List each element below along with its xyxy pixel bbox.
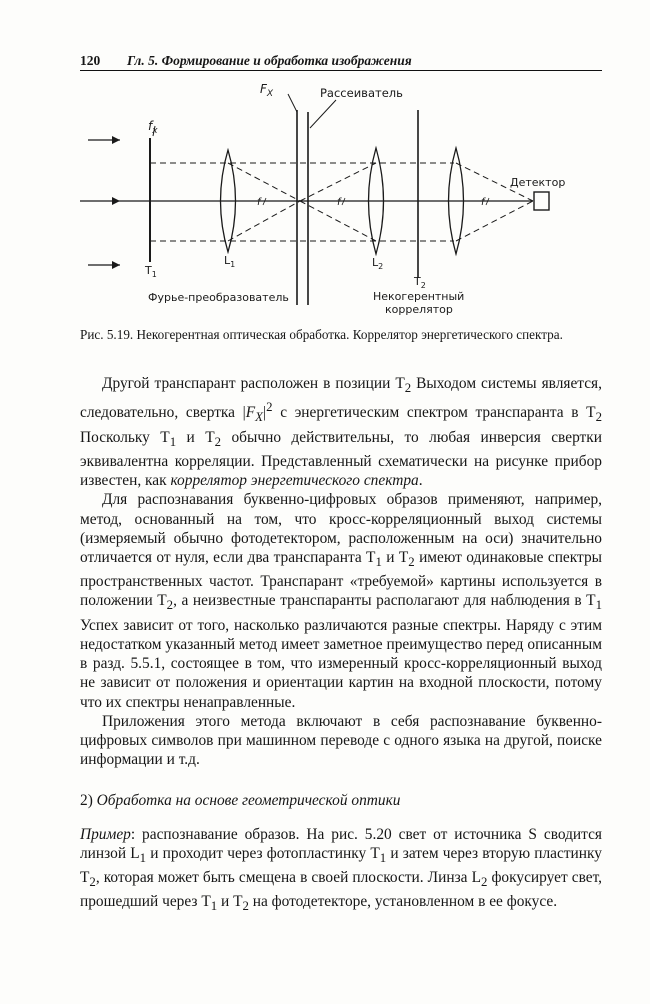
- label-fx-small: f: [148, 119, 153, 133]
- label-t2: T: [414, 275, 421, 288]
- paragraph-1: Другой транспарант расположен в позиции $T_2$ Выходом системы является, следовательно, свертка $|F_X|^2$ с энергетическим спектром транспаранта в $T_2$ Поскольку $T_1$ и $T_2$ обычно действительны, то любая инверсия свертки эквивалентна корреляции. Представленный схематически на рисунке прибор известен, как коррелятор энергетического спектра.: [80, 375, 602, 490]
- label-fx-plane: F: [260, 82, 267, 96]
- body-text: [80, 374, 602, 917]
- label-incoherent-1: Некогерентный: [373, 290, 465, 303]
- label-l2: L: [372, 256, 379, 269]
- section-heading: 2) Обработка на основе геометрической оптики: [80, 792, 401, 810]
- formula-abs-fx: $|F_X|^2$: [242, 400, 273, 425]
- svg-text:L2: $L_2$: [372, 256, 384, 271]
- paragraph-2: Для распознавания буквенно-цифровых образов применяют, например, метод, основанный на том, что кросс-корреляционный выход системы (измеряемый обычно фотодетектором, расположенным на оси) значительно отличается от нуля, если два транспаранта $T_1$ и $T_2$ имеют одинаковые спектры пространственных частот. Транспарант «требуемой» картины используется в положении $T_2$, а неизвестные транспаранты располагают для наблюдения в $T_1$ Успех зависит от того, насколько различаются разные спектры. Наряду с этим недостатком указанный метод имеет заметное преимущество перед описанным в разд. 5.5.1, состоящее в том, что измеренный кросс-корреляционный выход не зависит от положения и ориентации картин на входной плоскости, потому что их спектры ненаправленные.: [80, 491, 603, 711]
- svg-text:T1: $T_1$: [145, 264, 157, 279]
- paragraph-3: Приложения этого метода включают в себя распознавание буквенно-цифровых символов при машинном переводе с одного языка на другой, поиске информации и т.д.: [80, 712, 602, 769]
- paragraph-4: Пример: распознавание образов. На рис. 5.20 свет от источника S сводится линзой $L_1$ и проходит через фотопластинку $T_1$ и затем через вторую пластинку $T_2$, которая может быть смещена в своей плоскости. Линза $L_2$ фокусирует свет, прошедший через $T_1$ и $T_2$ на фотодетекторе, установленном в ее фокусе.: [80, 825, 602, 914]
- label-focal-2: f: [337, 197, 341, 208]
- term-power-spectrum-correlator: коррелятор энергетического спектра: [170, 472, 419, 490]
- chapter-title: Гл. 5. Формирование и обработка изображения: [127, 53, 412, 68]
- label-focal-3: f: [481, 197, 485, 208]
- svg-text:L1: $L_1$: [224, 254, 236, 269]
- svg-text:fx: $f_x$: [148, 119, 158, 136]
- label-focal-1: f: [257, 197, 261, 208]
- page-number: 120: [80, 53, 101, 68]
- running-header: [80, 53, 602, 71]
- label-detector: Детектор: [510, 176, 566, 189]
- arrow-icon: [112, 261, 120, 269]
- optical-correlator-diagram: [0, 70, 650, 320]
- label-l1: L: [224, 254, 231, 267]
- detector-box: [534, 192, 549, 210]
- label-diffuser: Рассеиватель: [320, 86, 403, 100]
- svg-text:FX: $F_X$: [260, 82, 274, 99]
- arrow-icon: [112, 136, 120, 144]
- arrow-icon: [112, 197, 120, 205]
- label-t1: T: [145, 264, 152, 277]
- figure-caption: Рис. 5.19. Некогерентная оптическая обработка. Коррелятор энергетического спектра.: [80, 327, 563, 342]
- svg-text:T2: $T_2$: [414, 275, 426, 290]
- label-incoherent-2: коррелятор: [385, 303, 453, 316]
- label-fourier-transformer: Фурье-преобразователь: [148, 291, 289, 304]
